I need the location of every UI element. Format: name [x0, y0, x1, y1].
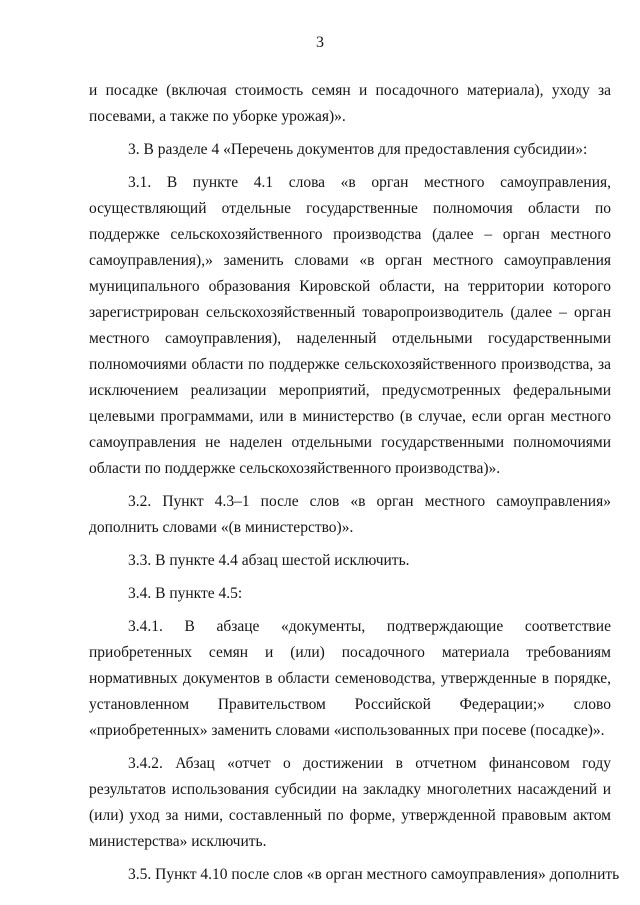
text-line: 3.2. Пункт 4.3–1 после слов «в орган местного самоуправления»: [128, 493, 611, 510]
text-line: муниципального образования Кировской области, на территории которого: [89, 278, 611, 295]
text-line: дополнить словами «(в министерство)».: [89, 519, 354, 536]
text-line: исключением реализации мероприятий, предусмотренных федеральными: [89, 382, 611, 399]
text-line: министерства» исключить.: [89, 833, 267, 850]
text-line: самоуправления),» заменить словами «в орган местного самоуправления: [89, 252, 611, 269]
text-line: области по поддержке сельскохозяйственного производства)».: [89, 460, 501, 477]
text-line: «приобретенных» заменить словами «использованных при посеве (посадке)».: [89, 722, 605, 739]
paragraph: [89, 548, 611, 574]
text-line: посевами, а также по уборке урожая)».: [89, 108, 346, 125]
paragraph: [89, 489, 611, 541]
text-line: 3.3. В пункте 4.4 абзац шестой исключить.: [128, 552, 410, 569]
text-line: поддержке сельскохозяйственного производства (далее – орган местного: [89, 226, 611, 243]
text-line: приобретенных семян и (или) посадочного материала требованиям: [89, 644, 611, 661]
text-line: результатов использования субсидии на закладку многолетних насаждений и: [89, 781, 611, 798]
paragraph: [89, 170, 611, 482]
text-line: самоуправления не наделен отдельными государственными полномочиями: [89, 434, 611, 451]
paragraph: [89, 78, 611, 130]
text-line: 3. В разделе 4 «Перечень документов для предоставления субсидии»:: [128, 141, 588, 158]
paragraph: [89, 137, 611, 163]
text-line: 3.5. Пункт 4.10 после слов «в орган местного самоуправления» дополнить: [128, 866, 620, 883]
text-line: 3.4.2. Абзац «отчет о достижении в отчетном финансовом году: [128, 755, 611, 772]
page-number: 3: [316, 34, 324, 51]
paragraph: [89, 581, 611, 607]
text-line: 3.4.1. В абзаце «документы, подтверждающие соответствие: [128, 618, 611, 635]
text-line: целевыми программами, или в министерство (в случае, если орган местного: [89, 408, 611, 425]
text-line: зарегистрирован сельскохозяйственный товаропроизводитель (далее – орган: [89, 304, 611, 321]
text-line: (или) уход за ними, составленный по форме, утвержденной правовым актом: [89, 807, 611, 824]
text-line: установленном Правительством Российской Федерации;» слово: [89, 696, 611, 713]
text-line: и посадке (включая стоимость семян и посадочного материала), уходу за: [89, 82, 611, 99]
text-line: нормативных документов в области семеноводства, утвержденные в порядке,: [89, 670, 611, 687]
text-line: местного самоуправления), наделенный отдельными государственными: [89, 330, 611, 347]
text-line: 3.4. В пункте 4.5:: [128, 585, 243, 602]
paragraph: [89, 862, 620, 888]
text-line: 3.1. В пункте 4.1 слова «в орган местного самоуправления,: [128, 174, 611, 191]
text-line: осуществляющий отдельные государственные полномочия области по: [89, 200, 611, 217]
paragraph: [89, 751, 611, 855]
paragraph: [89, 614, 611, 744]
document-body: [89, 78, 620, 895]
text-line: полномочиями области по поддержке сельскохозяйственного производства, за: [89, 356, 611, 373]
